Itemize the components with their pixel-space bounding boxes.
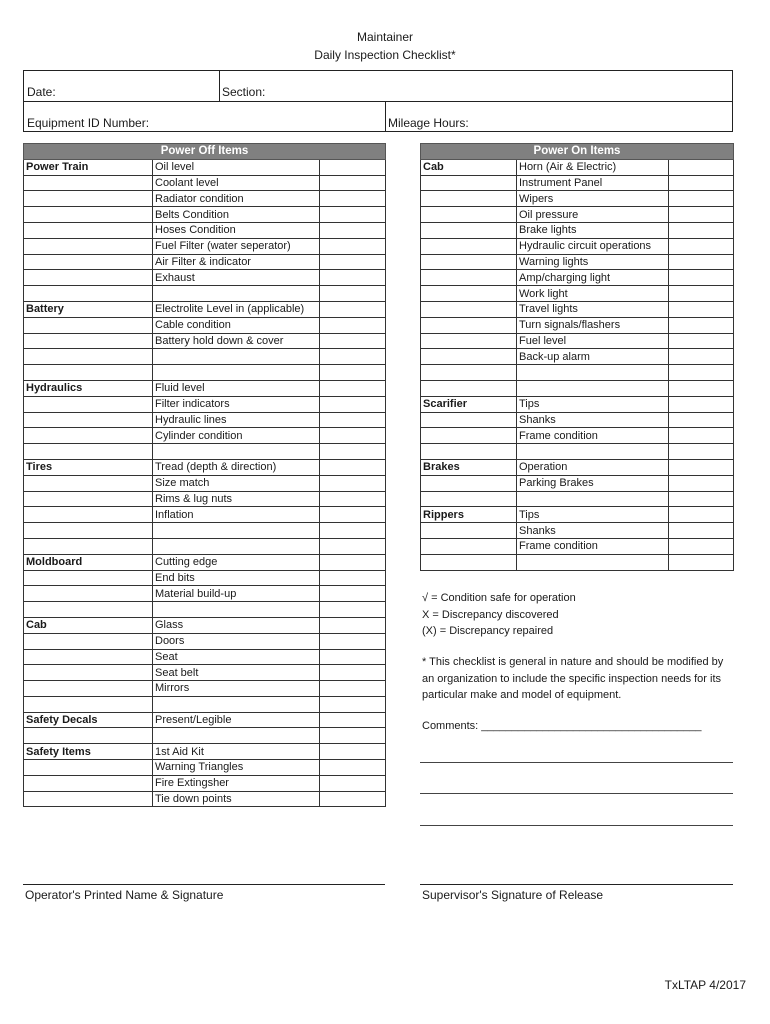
footer-code: TxLTAP 4/2017 (664, 978, 746, 992)
power-off-row (24, 538, 386, 554)
item-cell: Amp/charging light (517, 270, 669, 286)
category-cell (24, 602, 153, 618)
item-cell: Brake lights (517, 222, 669, 238)
power-off-row (24, 444, 386, 460)
item-cell: Parking Brakes (517, 475, 669, 491)
check-cell[interactable] (669, 444, 734, 460)
check-cell[interactable] (320, 286, 386, 302)
power-off-row (24, 760, 386, 776)
power-off-row (24, 301, 386, 317)
item-cell: Present/Legible (153, 712, 320, 728)
power-off-heading: Power Off Items (24, 144, 386, 160)
item-cell: Coolant level (153, 175, 320, 191)
category-cell (421, 191, 517, 207)
category-cell (24, 333, 153, 349)
category-cell (24, 523, 153, 539)
check-cell[interactable] (669, 475, 734, 491)
category-cell: Cab (421, 159, 517, 175)
category-cell: Power Train (24, 159, 153, 175)
legend-x: X = Discrepancy discovered (422, 608, 559, 621)
item-cell: Size match (153, 475, 320, 491)
item-cell: Air Filter & indicator (153, 254, 320, 270)
category-cell: Hydraulics (24, 380, 153, 396)
item-cell: Inflation (153, 507, 320, 523)
power-off-row (24, 775, 386, 791)
item-cell: Cylinder condition (153, 428, 320, 444)
category-cell (24, 365, 153, 381)
item-cell: Hydraulic circuit operations (517, 238, 669, 254)
divider (219, 71, 220, 102)
item-cell: Radiator condition (153, 191, 320, 207)
category-cell (24, 538, 153, 554)
check-cell[interactable] (669, 254, 734, 270)
item-cell: Fuel level (517, 333, 669, 349)
category-cell (24, 491, 153, 507)
item-cell: Tie down points (153, 791, 320, 807)
check-cell[interactable] (669, 207, 734, 223)
check-cell[interactable] (320, 475, 386, 491)
category-cell: Rippers (421, 507, 517, 523)
item-cell (153, 602, 320, 618)
check-cell[interactable] (320, 554, 386, 570)
mileage-hours-field[interactable]: Mileage Hours: (388, 116, 469, 130)
item-cell: Electrolite Level in (applicable) (153, 301, 320, 317)
power-on-row (421, 222, 734, 238)
category-cell (24, 238, 153, 254)
category-cell (421, 222, 517, 238)
check-cell[interactable] (669, 538, 734, 554)
operator-signature-label: Operator's Printed Name & Signature (25, 888, 224, 902)
category-cell: Safety Decals (24, 712, 153, 728)
item-cell: Doors (153, 633, 320, 649)
category-cell (421, 523, 517, 539)
power-off-row (24, 159, 386, 175)
power-on-row (421, 412, 734, 428)
category-cell (421, 317, 517, 333)
equipment-id-field[interactable]: Equipment ID Number: (27, 116, 150, 130)
divider (385, 102, 386, 131)
item-cell: Tips (517, 396, 669, 412)
power-off-row (24, 554, 386, 570)
category-cell (24, 317, 153, 333)
item-cell: Fuel Filter (water seperator) (153, 238, 320, 254)
category-cell (24, 349, 153, 365)
check-cell[interactable] (320, 570, 386, 586)
item-cell: Glass (153, 617, 320, 633)
check-cell[interactable] (320, 523, 386, 539)
power-on-row (421, 538, 734, 554)
power-on-row (421, 428, 734, 444)
check-cell[interactable] (320, 728, 386, 744)
power-off-row (24, 728, 386, 744)
category-cell (24, 665, 153, 681)
date-field[interactable]: Date: (27, 85, 56, 99)
category-cell (24, 570, 153, 586)
power-off-row (24, 744, 386, 760)
check-cell[interactable] (320, 760, 386, 776)
power-off-table (23, 143, 386, 807)
check-cell[interactable] (320, 602, 386, 618)
item-cell: Fluid level (153, 380, 320, 396)
category-cell (24, 270, 153, 286)
power-on-row (421, 333, 734, 349)
category-cell (24, 412, 153, 428)
category-cell (24, 649, 153, 665)
check-cell[interactable] (669, 333, 734, 349)
check-cell[interactable] (669, 491, 734, 507)
check-cell[interactable] (320, 333, 386, 349)
comments-line[interactable] (420, 825, 733, 826)
operator-signature-line[interactable] (23, 884, 385, 885)
category-cell (24, 507, 153, 523)
item-cell: Frame condition (517, 538, 669, 554)
category-cell (421, 428, 517, 444)
header-row-1 (24, 71, 732, 102)
item-cell (517, 380, 669, 396)
item-cell: Warning lights (517, 254, 669, 270)
power-on-row (421, 444, 734, 460)
check-cell[interactable] (669, 412, 734, 428)
item-cell: Fire Extingsher (153, 775, 320, 791)
check-cell[interactable] (669, 317, 734, 333)
item-cell: Shanks (517, 412, 669, 428)
check-cell[interactable] (320, 254, 386, 270)
item-cell: Oil pressure (517, 207, 669, 223)
item-cell: Seat (153, 649, 320, 665)
check-cell[interactable] (320, 507, 386, 523)
power-off-row (24, 586, 386, 602)
category-cell (24, 696, 153, 712)
power-off-row (24, 665, 386, 681)
power-off-row (24, 412, 386, 428)
power-on-row (421, 491, 734, 507)
item-cell: Tread (depth & direction) (153, 459, 320, 475)
category-cell (421, 207, 517, 223)
section-field[interactable]: Section: (222, 85, 266, 99)
check-cell[interactable] (320, 712, 386, 728)
check-cell[interactable] (320, 238, 386, 254)
power-off-row (24, 191, 386, 207)
category-cell (24, 222, 153, 238)
item-cell: Cable condition (153, 317, 320, 333)
category-cell (421, 238, 517, 254)
power-on-row (421, 365, 734, 381)
check-cell[interactable] (320, 270, 386, 286)
item-cell (153, 286, 320, 302)
item-cell: Oil level (153, 159, 320, 175)
comments-field[interactable]: Comments: ____________________________________ (422, 720, 702, 732)
item-cell: Filter indicators (153, 396, 320, 412)
item-cell: Work light (517, 286, 669, 302)
power-on-row (421, 207, 734, 223)
category-cell (421, 349, 517, 365)
category-cell (421, 254, 517, 270)
category-cell (24, 728, 153, 744)
category-cell (24, 175, 153, 191)
check-cell[interactable] (320, 317, 386, 333)
category-cell: Tires (24, 459, 153, 475)
item-cell (153, 696, 320, 712)
category-cell (24, 475, 153, 491)
category-cell (421, 365, 517, 381)
category-cell (24, 207, 153, 223)
power-on-row (421, 554, 734, 570)
check-cell[interactable] (320, 459, 386, 475)
check-cell[interactable] (320, 159, 386, 175)
check-cell[interactable] (320, 301, 386, 317)
check-cell[interactable] (320, 412, 386, 428)
check-cell[interactable] (320, 380, 386, 396)
category-cell (421, 301, 517, 317)
item-cell: Cutting edge (153, 554, 320, 570)
power-off-row (24, 333, 386, 349)
check-cell[interactable] (669, 523, 734, 539)
category-cell (24, 444, 153, 460)
item-cell: Frame condition (517, 428, 669, 444)
power-off-row (24, 365, 386, 381)
item-cell (517, 365, 669, 381)
power-off-row (24, 428, 386, 444)
power-off-row (24, 207, 386, 223)
item-cell: Seat belt (153, 665, 320, 681)
power-off-row (24, 570, 386, 586)
check-cell[interactable] (669, 222, 734, 238)
power-on-row (421, 191, 734, 207)
check-cell[interactable] (320, 586, 386, 602)
category-cell (24, 286, 153, 302)
check-cell[interactable] (669, 286, 734, 302)
power-on-row (421, 238, 734, 254)
power-on-row (421, 380, 734, 396)
power-off-row (24, 222, 386, 238)
check-cell[interactable] (320, 744, 386, 760)
power-off-row (24, 649, 386, 665)
supervisor-signature-label: Supervisor's Signature of Release (422, 888, 604, 902)
item-cell: Hydraulic lines (153, 412, 320, 428)
power-off-row (24, 791, 386, 807)
category-cell (24, 760, 153, 776)
category-cell (24, 775, 153, 791)
power-on-row (421, 175, 734, 191)
power-off-row (24, 175, 386, 191)
item-cell: Turn signals/flashers (517, 317, 669, 333)
category-cell (24, 191, 153, 207)
item-cell: Hoses Condition (153, 222, 320, 238)
check-cell[interactable] (669, 238, 734, 254)
item-cell: Belts Condition (153, 207, 320, 223)
check-cell[interactable] (320, 444, 386, 460)
power-on-row (421, 507, 734, 523)
power-off-row (24, 681, 386, 697)
check-cell[interactable] (320, 538, 386, 554)
check-cell[interactable] (320, 428, 386, 444)
category-cell: Battery (24, 301, 153, 317)
check-cell[interactable] (669, 554, 734, 570)
power-on-row (421, 523, 734, 539)
category-cell (24, 396, 153, 412)
item-cell: Material build-up (153, 586, 320, 602)
item-cell: Shanks (517, 523, 669, 539)
category-cell (24, 428, 153, 444)
category-cell (24, 254, 153, 270)
power-off-row (24, 380, 386, 396)
check-cell[interactable] (320, 681, 386, 697)
power-off-row (24, 696, 386, 712)
item-cell (153, 365, 320, 381)
category-cell (421, 286, 517, 302)
category-cell (421, 333, 517, 349)
item-cell (153, 444, 320, 460)
check-cell[interactable] (320, 696, 386, 712)
category-cell: Moldboard (24, 554, 153, 570)
disclaimer-note: * This checklist is general in nature and should be modified by an organization to include the specific inspection needs for its particular make and model of equipment. (422, 656, 724, 701)
item-cell: Operation (517, 459, 669, 475)
category-cell (421, 412, 517, 428)
power-on-row (421, 159, 734, 175)
category-cell (421, 270, 517, 286)
power-off-row (24, 254, 386, 270)
item-cell (153, 538, 320, 554)
check-cell[interactable] (320, 633, 386, 649)
check-cell[interactable] (669, 365, 734, 381)
power-on-table (420, 143, 734, 571)
category-cell (421, 444, 517, 460)
check-cell[interactable] (669, 175, 734, 191)
category-cell (24, 791, 153, 807)
check-cell[interactable] (669, 270, 734, 286)
power-on-row (421, 270, 734, 286)
check-cell[interactable] (669, 349, 734, 365)
check-cell[interactable] (669, 507, 734, 523)
item-cell: Mirrors (153, 681, 320, 697)
power-off-row (24, 617, 386, 633)
power-off-row (24, 633, 386, 649)
power-off-row (24, 270, 386, 286)
item-cell (153, 349, 320, 365)
check-cell[interactable] (320, 349, 386, 365)
power-on-row (421, 254, 734, 270)
check-cell[interactable] (669, 191, 734, 207)
item-cell: Warning Triangles (153, 760, 320, 776)
item-cell: Battery hold down & cover (153, 333, 320, 349)
power-off-row (24, 459, 386, 475)
check-cell[interactable] (320, 191, 386, 207)
category-cell: Scarifier (421, 396, 517, 412)
category-cell (421, 554, 517, 570)
power-off-row (24, 523, 386, 539)
check-cell[interactable] (320, 665, 386, 681)
item-cell (517, 491, 669, 507)
check-cell[interactable] (669, 428, 734, 444)
category-cell (421, 538, 517, 554)
legend-check: √ = Condition safe for operation (422, 592, 576, 604)
power-off-row (24, 396, 386, 412)
check-cell[interactable] (320, 175, 386, 191)
item-cell: Travel lights (517, 301, 669, 317)
item-cell (517, 554, 669, 570)
check-cell[interactable] (320, 365, 386, 381)
check-cell[interactable] (320, 491, 386, 507)
item-cell (153, 523, 320, 539)
header-box (23, 70, 733, 132)
power-on-row (421, 349, 734, 365)
item-cell: Exhaust (153, 270, 320, 286)
comments-line[interactable] (420, 762, 733, 763)
power-on-row (421, 286, 734, 302)
power-off-row (24, 317, 386, 333)
check-cell[interactable] (320, 791, 386, 807)
power-on-row (421, 459, 734, 475)
item-cell: Rims & lug nuts (153, 491, 320, 507)
category-cell: Brakes (421, 459, 517, 475)
item-cell: Instrument Panel (517, 175, 669, 191)
category-cell (421, 475, 517, 491)
check-cell[interactable] (320, 396, 386, 412)
check-cell[interactable] (320, 775, 386, 791)
item-cell: Back-up alarm (517, 349, 669, 365)
category-cell (24, 681, 153, 697)
power-off-row (24, 491, 386, 507)
form-subtitle: Daily Inspection Checklist* (314, 48, 456, 62)
supervisor-signature-line[interactable] (420, 884, 733, 885)
power-off-row (24, 602, 386, 618)
power-on-row (421, 475, 734, 491)
power-on-row (421, 301, 734, 317)
category-cell (421, 380, 517, 396)
item-cell: End bits (153, 570, 320, 586)
legend (422, 590, 576, 640)
item-cell: Wipers (517, 191, 669, 207)
power-off-row (24, 507, 386, 523)
item-cell: Horn (Air & Electric) (517, 159, 669, 175)
power-off-row (24, 349, 386, 365)
check-cell[interactable] (669, 459, 734, 475)
power-off-row (24, 475, 386, 491)
comments-line[interactable] (420, 793, 733, 794)
power-on-heading: Power On Items (421, 144, 734, 160)
item-cell (517, 444, 669, 460)
power-off-row (24, 238, 386, 254)
item-cell: Tips (517, 507, 669, 523)
category-cell (421, 491, 517, 507)
power-on-row (421, 317, 734, 333)
check-cell[interactable] (320, 617, 386, 633)
power-off-row (24, 286, 386, 302)
category-cell: Cab (24, 617, 153, 633)
form-title: Maintainer (356, 30, 414, 44)
item-cell (153, 728, 320, 744)
category-cell (24, 633, 153, 649)
check-cell[interactable] (320, 207, 386, 223)
check-cell[interactable] (669, 301, 734, 317)
category-cell: Safety Items (24, 744, 153, 760)
power-off-row (24, 712, 386, 728)
check-cell[interactable] (669, 380, 734, 396)
check-cell[interactable] (669, 159, 734, 175)
check-cell[interactable] (320, 222, 386, 238)
power-on-row (421, 396, 734, 412)
check-cell[interactable] (669, 396, 734, 412)
category-cell (24, 586, 153, 602)
category-cell (421, 175, 517, 191)
check-cell[interactable] (320, 649, 386, 665)
legend-repaired: (X) = Discrepancy repaired (422, 625, 554, 637)
item-cell: 1st Aid Kit (153, 744, 320, 760)
